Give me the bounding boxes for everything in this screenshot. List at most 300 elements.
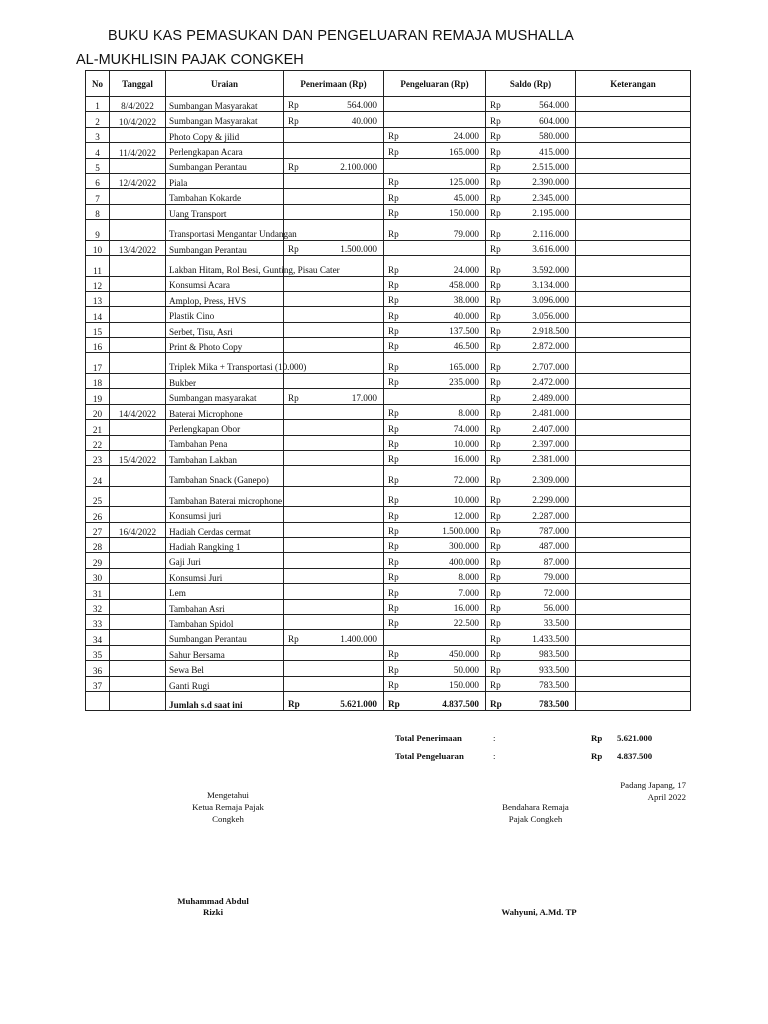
row-income-cell [284, 322, 384, 337]
row-balance-amount: 2.195.000 [532, 208, 569, 219]
total-income-value: 5.621.000 [617, 733, 653, 743]
row-balance-currency: Rp [490, 633, 501, 644]
row-expense-cell [384, 173, 486, 188]
row-description: Gaji Juri [166, 553, 284, 568]
row-date [110, 389, 166, 404]
header-income: Penerimaan (Rp) [284, 71, 384, 97]
row-notes [576, 450, 691, 465]
row-income-cell [284, 615, 384, 630]
row-income-currency: Rp [288, 115, 299, 126]
row-date [110, 661, 166, 676]
row-notes [576, 338, 691, 353]
row-expense-cell [384, 553, 486, 568]
row-description: Print & Photo Copy [166, 338, 284, 353]
row-income-cell [284, 553, 384, 568]
row-balance-currency: Rp [490, 244, 501, 255]
row-balance-amount: 2.299.000 [532, 495, 569, 506]
row-balance-currency: Rp [490, 510, 501, 521]
row-notes [576, 173, 691, 188]
row-description: Lakban Hitam, Rol Besi, Gunting, Pisau Cater [166, 256, 284, 277]
row-description: Perlengkapan Acara [166, 143, 284, 158]
row-number: 8 [86, 204, 110, 219]
row-balance-amount: 487.000 [539, 541, 569, 552]
row-date: 12/4/2022 [110, 173, 166, 188]
row-notes [576, 240, 691, 255]
row-expense-currency: Rp [388, 541, 399, 552]
row-expense-currency: Rp [388, 361, 399, 372]
row-balance-cell [486, 522, 576, 537]
table-row [86, 338, 691, 353]
row-date [110, 568, 166, 583]
row-notes [576, 204, 691, 219]
row-expense-currency: Rp [388, 295, 399, 306]
row-balance-cell [486, 373, 576, 388]
right-sign-line1: Bendahara Remaja [502, 802, 569, 812]
row-balance-amount: 3.616.000 [532, 244, 569, 255]
row-expense-cell [384, 189, 486, 204]
row-balance-cell [486, 291, 576, 306]
row-description: Sumbangan masyarakat [166, 389, 284, 404]
row-description: Sumbangan Masyarakat [166, 97, 284, 112]
total-expense-amount: 4.837.500 [442, 699, 479, 709]
total-income-label: Total Penerimaan [395, 733, 462, 743]
row-balance-cell [486, 538, 576, 553]
row-balance-amount: 1.433.500 [532, 633, 569, 644]
row-number: 27 [86, 522, 110, 537]
table-row [86, 435, 691, 450]
row-date [110, 373, 166, 388]
row-number: 18 [86, 373, 110, 388]
row-description: Sewa Bel [166, 661, 284, 676]
row-notes [576, 307, 691, 322]
row-expense-amount: 150.000 [449, 208, 479, 219]
row-expense-amount: 40.000 [453, 310, 479, 321]
row-balance-amount: 983.500 [539, 649, 569, 660]
row-income-cell [284, 568, 384, 583]
row-balance-amount: 33.500 [543, 618, 569, 629]
row-description: Sumbangan Perantau [166, 240, 284, 255]
row-balance-amount: 3.134.000 [532, 279, 569, 290]
row-notes [576, 220, 691, 241]
row-notes [576, 158, 691, 173]
cash-ledger-table [85, 70, 691, 711]
row-expense-cell [384, 373, 486, 388]
row-balance-amount: 2.489.000 [532, 392, 569, 403]
row-balance-cell [486, 240, 576, 255]
row-expense-cell [384, 276, 486, 291]
row-number: 14 [86, 307, 110, 322]
row-income-amount: 17.000 [351, 392, 377, 403]
row-balance-cell [486, 420, 576, 435]
left-signatory-block [168, 789, 288, 825]
table-row [86, 220, 691, 241]
row-date [110, 353, 166, 374]
row-description: Perlengkapan Obor [166, 420, 284, 435]
row-income-cell [284, 307, 384, 322]
row-balance-amount: 783.500 [539, 680, 569, 690]
total-income-cell [284, 692, 384, 711]
row-balance-cell [486, 220, 576, 241]
left-sign-name1: Muhammad Abdul [177, 896, 249, 906]
row-balance-currency: Rp [490, 495, 501, 506]
row-balance-amount: 72.000 [543, 587, 569, 598]
row-balance-cell [486, 307, 576, 322]
row-notes [576, 645, 691, 660]
table-row [86, 676, 691, 691]
row-expense-amount: 458.000 [449, 279, 479, 290]
row-income-cell [284, 291, 384, 306]
total-balance-amount: 783.500 [539, 699, 569, 709]
row-income-cell [284, 256, 384, 277]
row-income-cell [284, 127, 384, 142]
row-description: Bukber [166, 373, 284, 388]
row-balance-currency: Rp [490, 192, 501, 203]
row-number: 29 [86, 553, 110, 568]
row-date [110, 645, 166, 660]
row-description: Piala [166, 173, 284, 188]
row-expense-currency: Rp [388, 664, 399, 675]
row-balance-cell [486, 322, 576, 337]
row-notes [576, 599, 691, 614]
row-notes [576, 630, 691, 645]
row-number: 10 [86, 240, 110, 255]
header-description: Uraian [166, 71, 284, 97]
row-balance-cell [486, 338, 576, 353]
row-date [110, 189, 166, 204]
row-expense-currency: Rp [388, 572, 399, 583]
row-description: Serbet, Tisu, Asri [166, 322, 284, 337]
row-balance-currency: Rp [490, 161, 501, 172]
row-balance-amount: 2.116.000 [532, 228, 569, 239]
row-expense-cell [384, 291, 486, 306]
row-balance-amount: 2.472.000 [532, 377, 569, 388]
row-number: 2 [86, 112, 110, 127]
row-date [110, 307, 166, 322]
row-balance-amount: 2.481.000 [532, 408, 569, 419]
row-number: 1 [86, 97, 110, 112]
row-expense-currency: Rp [388, 326, 399, 337]
row-balance-amount: 79.000 [543, 572, 569, 583]
row-notes [576, 676, 691, 691]
row-date: 8/4/2022 [110, 97, 166, 112]
row-expense-cell [384, 256, 486, 277]
row-balance-amount: 56.000 [543, 603, 569, 614]
row-balance-cell [486, 189, 576, 204]
row-balance-cell [486, 158, 576, 173]
row-notes [576, 112, 691, 127]
row-date: 15/4/2022 [110, 450, 166, 465]
table-row [86, 127, 691, 142]
row-notes [576, 538, 691, 553]
row-income-cell [284, 97, 384, 112]
row-description: Sumbangan Masyarakat [166, 112, 284, 127]
total-row [86, 692, 691, 711]
right-signatory-name: Wahyuni, A.Md. TP [501, 907, 577, 917]
row-expense-cell [384, 584, 486, 599]
row-balance-currency: Rp [490, 587, 501, 598]
row-balance-currency: Rp [490, 603, 501, 614]
left-sign-line2: Ketua Remaja Pajak [192, 802, 264, 812]
row-date [110, 466, 166, 487]
row-expense-cell [384, 204, 486, 219]
row-expense-cell [384, 615, 486, 630]
row-balance-amount: 933.500 [539, 664, 569, 675]
row-income-cell [284, 189, 384, 204]
row-expense-amount: 46.500 [453, 341, 479, 352]
row-expense-amount: 12.000 [453, 510, 479, 521]
left-sign-name2: Rizki [202, 907, 224, 917]
row-expense-cell [384, 338, 486, 353]
row-description: Ganti Rugi [166, 676, 284, 691]
row-number: 23 [86, 450, 110, 465]
row-income-currency: Rp [288, 392, 299, 403]
row-expense-cell [384, 143, 486, 158]
row-balance-cell [486, 353, 576, 374]
row-expense-amount: 150.000 [449, 680, 479, 690]
row-number: 6 [86, 173, 110, 188]
row-expense-currency: Rp [388, 618, 399, 629]
total-expense-currency: Rp [388, 699, 400, 709]
row-income-cell [284, 404, 384, 419]
total-expense-cell [384, 692, 486, 711]
row-number: 15 [86, 322, 110, 337]
row-description: Lem [166, 584, 284, 599]
row-balance-currency: Rp [490, 556, 501, 567]
table-row [86, 450, 691, 465]
row-balance-amount: 87.000 [543, 556, 569, 567]
row-description: Konsumsi Acara [166, 276, 284, 291]
row-income-cell [284, 420, 384, 435]
row-expense-currency: Rp [388, 341, 399, 352]
row-balance-cell [486, 276, 576, 291]
row-description: Sumbangan Perantau [166, 158, 284, 173]
place-date-line2: April 2022 [647, 792, 686, 802]
place-date [596, 779, 686, 803]
row-balance-currency: Rp [490, 264, 501, 275]
row-date [110, 630, 166, 645]
table-row [86, 322, 691, 337]
row-income-cell [284, 466, 384, 487]
total-empty-cell [86, 692, 110, 711]
row-expense-currency: Rp [388, 556, 399, 567]
row-balance-currency: Rp [490, 438, 501, 449]
row-notes [576, 353, 691, 374]
row-description: Transportasi Mengantar Undangan [166, 220, 284, 241]
row-balance-amount: 2.345.000 [532, 192, 569, 203]
row-balance-amount: 2.872.000 [532, 341, 569, 352]
row-description: Tambahan Asri [166, 599, 284, 614]
row-balance-currency: Rp [490, 664, 501, 675]
row-balance-currency: Rp [490, 423, 501, 434]
row-date: 13/4/2022 [110, 240, 166, 255]
row-notes [576, 189, 691, 204]
row-expense-cell [384, 389, 486, 404]
row-expense-amount: 450.000 [449, 649, 479, 660]
header-date: Tanggal [110, 71, 166, 97]
row-notes [576, 143, 691, 158]
row-number: 7 [86, 189, 110, 204]
row-expense-currency: Rp [388, 526, 399, 537]
table-row [86, 204, 691, 219]
row-date [110, 322, 166, 337]
row-expense-amount: 10.000 [453, 495, 479, 506]
row-balance-currency: Rp [490, 541, 501, 552]
row-expense-cell [384, 97, 486, 112]
total-expense-currency: Rp [591, 751, 603, 761]
row-balance-amount: 564.000 [539, 100, 569, 111]
row-number: 4 [86, 143, 110, 158]
table-row [86, 97, 691, 112]
row-expense-currency: Rp [388, 279, 399, 290]
row-date: 10/4/2022 [110, 112, 166, 127]
row-expense-amount: 22.500 [453, 618, 479, 629]
row-number: 16 [86, 338, 110, 353]
table-row [86, 538, 691, 553]
row-expense-currency: Rp [388, 510, 399, 521]
header-no: No [86, 71, 110, 97]
row-expense-amount: 8.000 [458, 408, 479, 419]
row-expense-amount: 24.000 [453, 131, 479, 142]
row-number: 26 [86, 507, 110, 522]
row-balance-cell [486, 389, 576, 404]
row-notes [576, 522, 691, 537]
row-balance-amount: 2.397.000 [532, 438, 569, 449]
row-notes [576, 661, 691, 676]
total-balance-cell [486, 692, 576, 711]
row-income-cell [284, 389, 384, 404]
row-income-cell [284, 661, 384, 676]
row-balance-currency: Rp [490, 279, 501, 290]
row-balance-currency: Rp [490, 208, 501, 219]
row-balance-cell [486, 204, 576, 219]
row-balance-amount: 787.000 [539, 526, 569, 537]
row-income-cell [284, 435, 384, 450]
row-income-cell [284, 204, 384, 219]
row-expense-amount: 74.000 [453, 423, 479, 434]
row-income-amount: 1.400.000 [340, 633, 377, 644]
row-description: Sahur Bersama [166, 645, 284, 660]
row-balance-currency: Rp [490, 295, 501, 306]
row-expense-amount: 7.000 [458, 587, 479, 598]
row-expense-amount: 165.000 [449, 146, 479, 157]
right-signatory-block [478, 801, 593, 825]
row-balance-amount: 3.056.000 [532, 310, 569, 321]
row-expense-cell [384, 240, 486, 255]
row-notes [576, 466, 691, 487]
row-balance-cell [486, 584, 576, 599]
row-number: 24 [86, 466, 110, 487]
header-expense: Pengeluaran (Rp) [384, 71, 486, 97]
table-row [86, 256, 691, 277]
table-row [86, 630, 691, 645]
table-row [86, 615, 691, 630]
row-number: 34 [86, 630, 110, 645]
row-balance-currency: Rp [490, 361, 501, 372]
row-number: 35 [86, 645, 110, 660]
row-expense-currency: Rp [388, 423, 399, 434]
row-balance-cell [486, 435, 576, 450]
row-expense-amount: 50.000 [453, 664, 479, 675]
table-row [86, 645, 691, 660]
row-number: 22 [86, 435, 110, 450]
header-notes: Keterangan [576, 71, 691, 97]
row-income-amount: 2.100.000 [340, 161, 377, 172]
row-description: Baterai Microphone [166, 404, 284, 419]
row-notes [576, 256, 691, 277]
row-expense-currency: Rp [388, 377, 399, 388]
row-balance-cell [486, 615, 576, 630]
row-balance-cell [486, 568, 576, 583]
row-expense-cell [384, 466, 486, 487]
row-number: 13 [86, 291, 110, 306]
row-date [110, 507, 166, 522]
table-row [86, 158, 691, 173]
table-row [86, 522, 691, 537]
row-balance-currency: Rp [490, 115, 501, 126]
row-number: 37 [86, 676, 110, 691]
row-expense-cell [384, 599, 486, 614]
row-income-cell [284, 507, 384, 522]
row-balance-amount: 2.309.000 [532, 474, 569, 485]
row-income-cell [284, 353, 384, 374]
row-expense-amount: 300.000 [449, 541, 479, 552]
row-balance-amount: 2.390.000 [532, 177, 569, 188]
row-expense-currency: Rp [388, 474, 399, 485]
row-expense-amount: 235.000 [449, 377, 479, 388]
table-row [86, 373, 691, 388]
row-expense-cell [384, 307, 486, 322]
row-description: Tambahan Kokarde [166, 189, 284, 204]
row-number: 30 [86, 568, 110, 583]
row-expense-currency: Rp [388, 454, 399, 465]
table-row [86, 173, 691, 188]
row-date [110, 538, 166, 553]
table-row [86, 189, 691, 204]
row-date: 14/4/2022 [110, 404, 166, 419]
table-row [86, 599, 691, 614]
row-income-currency: Rp [288, 161, 299, 172]
table-row [86, 568, 691, 583]
row-balance-currency: Rp [490, 618, 501, 629]
row-balance-cell [486, 553, 576, 568]
row-expense-currency: Rp [388, 131, 399, 142]
row-income-amount: 564.000 [347, 100, 377, 111]
right-sign-line2: Pajak Congkeh [508, 814, 563, 824]
row-balance-currency: Rp [490, 146, 501, 157]
total-income-colon: : [493, 733, 496, 743]
table-row [86, 307, 691, 322]
row-balance-amount: 604.000 [539, 115, 569, 126]
total-expense-colon: : [493, 751, 496, 761]
row-income-cell [284, 220, 384, 241]
row-income-cell [284, 143, 384, 158]
row-income-cell [284, 630, 384, 645]
row-notes [576, 373, 691, 388]
row-expense-cell [384, 435, 486, 450]
row-balance-amount: 2.381.000 [532, 454, 569, 465]
row-balance-currency: Rp [490, 408, 501, 419]
row-expense-currency: Rp [388, 438, 399, 449]
left-signatory-name [168, 896, 258, 918]
row-expense-amount: 79.000 [453, 228, 479, 239]
row-balance-cell [486, 256, 576, 277]
row-notes [576, 553, 691, 568]
row-expense-currency: Rp [388, 587, 399, 598]
table-row [86, 661, 691, 676]
row-expense-amount: 165.000 [449, 361, 479, 372]
row-income-cell [284, 158, 384, 173]
row-date [110, 291, 166, 306]
